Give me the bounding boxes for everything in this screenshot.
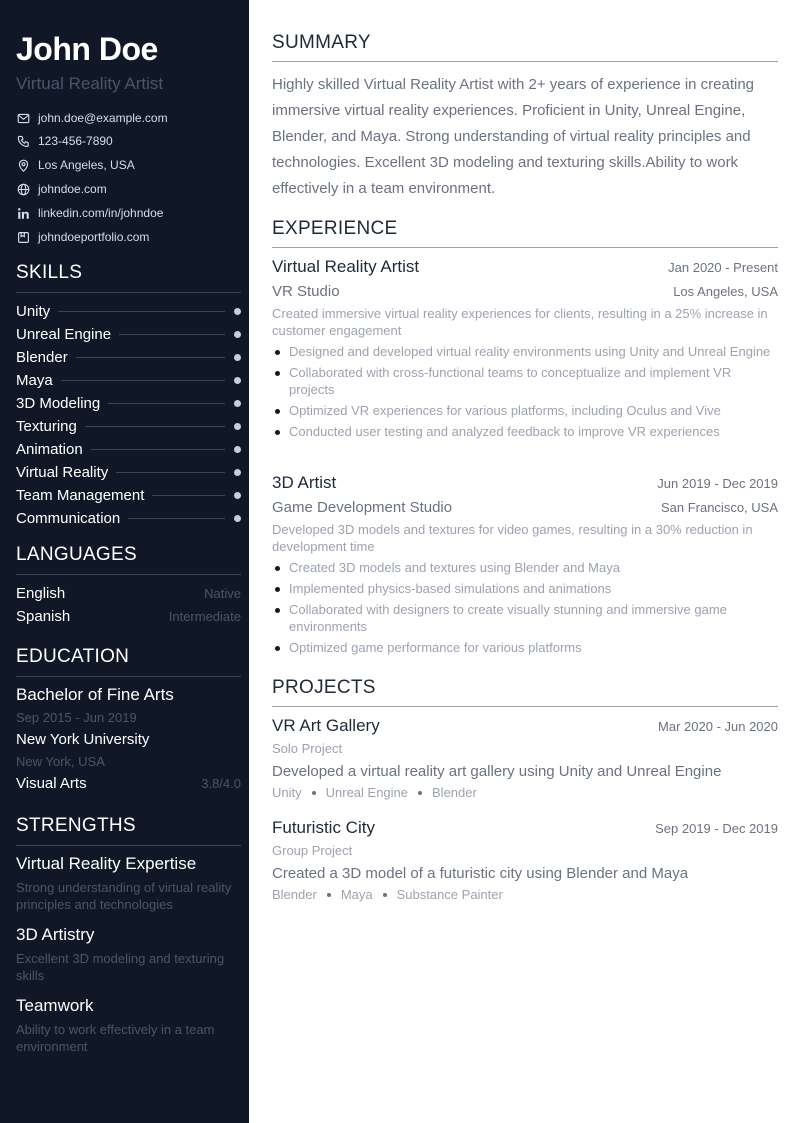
language-name: English	[16, 584, 66, 602]
skill-label: 3D Modeling	[16, 394, 101, 412]
language-level: Native	[204, 585, 241, 601]
skill-dot	[234, 308, 241, 315]
skill-label: Maya	[16, 371, 53, 389]
strength-title: Teamwork	[16, 996, 94, 1015]
candidate-name: John Doe	[16, 31, 158, 67]
project-tag: Unreal Engine	[325, 785, 409, 800]
project-tag: Blender	[432, 785, 477, 800]
project-tag: Blender	[272, 887, 317, 902]
strength-desc: Ability to work effectively in a team environment	[16, 1022, 215, 1054]
contact-portfolio-text: johndoeportfolio.com	[38, 230, 150, 244]
strength-desc: Strong understanding of virtual reality principles and technologies	[16, 880, 232, 912]
skill-item	[16, 324, 241, 344]
contact-linkedin[interactable]	[16, 204, 241, 222]
phone-icon	[16, 134, 30, 148]
skill-item	[16, 416, 241, 436]
job-bullet: Implemented physics-based simulations and animations	[272, 580, 778, 597]
project-tag: Unity	[272, 785, 302, 800]
project-description: Created a 3D model of a futuristic city using Blender and Maya	[272, 865, 689, 882]
job-description: Created immersive virtual reality experiences for clients, resulting in a 25% increase in customer engagement	[272, 306, 768, 338]
sidebar	[0, 0, 249, 1123]
contact-location-text: Los Angeles, USA	[38, 158, 135, 172]
skill-label: Animation	[16, 440, 83, 458]
education-dates: Sep 2015 - Jun 2019	[16, 710, 137, 725]
education-dates-row	[16, 710, 241, 725]
education-degree: Bachelor of Fine Arts	[16, 685, 174, 704]
language-name: Spanish	[16, 607, 71, 625]
project-name: Futuristic City	[272, 818, 375, 837]
language-item	[16, 606, 241, 626]
project-description: Developed a virtual reality art gallery using Unity and Unreal Engine	[272, 763, 722, 780]
skill-dot	[234, 331, 241, 338]
skills-heading: SKILLS	[16, 262, 241, 293]
job-title: 3D Artist	[272, 473, 337, 492]
skill-item	[16, 393, 241, 413]
project-tag: Maya	[340, 887, 373, 902]
strengths-heading: STRENGTHS	[16, 815, 241, 846]
summary-text: Highly skilled Virtual Reality Artist with 2+ years of experience in creating immersive virtual reality experiences. Proficient in Unity, Unreal Engine, Blender, and Maya. Strong understanding of virtual reality principles and technologies. Excellent 3D modeling and texturing skills.Ability to work effectively in a team environment.	[272, 76, 755, 197]
skill-label: Blender	[16, 348, 68, 366]
skill-item	[16, 462, 241, 482]
education-location-row	[16, 754, 241, 769]
experience-heading: EXPERIENCE	[272, 218, 778, 248]
language-item	[16, 583, 241, 603]
job-bullet: Collaborated with cross-functional teams to conceptualize and implement VR projects	[272, 364, 778, 398]
education-school-row	[16, 731, 241, 748]
education-location: New York, USA	[16, 754, 105, 769]
contact-location	[16, 156, 241, 174]
strength-desc: Excellent 3D modeling and texturing skills	[16, 951, 225, 983]
summary-heading: SUMMARY	[272, 32, 778, 62]
skill-item	[16, 301, 241, 321]
job-dates: Jan 2020 - Present	[668, 260, 778, 275]
language-level: Intermediate	[168, 608, 241, 624]
contact-linkedin-text: linkedin.com/in/johndoe	[38, 206, 164, 220]
education-degree-row	[16, 685, 241, 705]
contact-website-text: johndoe.com	[38, 182, 107, 196]
skill-item	[16, 439, 241, 459]
location-icon	[16, 158, 30, 172]
skill-label: Texturing	[16, 417, 77, 435]
skill-label: Unity	[16, 302, 51, 320]
skill-dot	[234, 446, 241, 453]
skill-dot	[234, 423, 241, 430]
skill-label: Virtual Reality	[16, 463, 109, 481]
strength-title: Virtual Reality Expertise	[16, 854, 197, 873]
skill-item	[16, 508, 241, 528]
job-location: Los Angeles, USA	[673, 284, 778, 299]
education-field: Visual Arts	[16, 775, 87, 792]
job-header	[272, 257, 778, 277]
job-bullet: Optimized VR experiences for various platforms, including Oculus and Vive	[272, 402, 778, 419]
education-school: New York University	[16, 731, 150, 748]
contact-phone-text: 123-456-7890	[38, 134, 113, 148]
skill-item	[16, 485, 241, 505]
job-bullet: Created 3D models and textures using Blender and Maya	[272, 559, 778, 576]
job-company: VR Studio	[272, 283, 340, 300]
job-description: Developed 3D models and textures for video games, resulting in a 30% reduction in development time	[272, 522, 753, 554]
skill-item	[16, 370, 241, 390]
job-company-row	[272, 283, 778, 300]
project-tag: Substance Painter	[396, 887, 503, 902]
skill-label: Communication	[16, 509, 121, 527]
job-bullet: Collaborated with designers to create visually stunning and immersive game environments	[272, 601, 778, 635]
job-title: Virtual Reality Artist	[272, 257, 420, 276]
skill-dot	[234, 515, 241, 522]
project-tags	[272, 887, 503, 902]
project-header	[272, 818, 778, 838]
project-type: Solo Project	[272, 741, 343, 756]
contact-email-text: john.doe@example.com	[38, 111, 168, 125]
job-bullet: Designed and developed virtual reality environments using Unity and Unreal Engine	[272, 343, 778, 360]
linkedin-icon	[16, 206, 30, 220]
project-dates: Sep 2019 - Dec 2019	[655, 821, 778, 836]
candidate-title: Virtual Reality Artist	[16, 74, 164, 93]
project-header	[272, 716, 778, 736]
job-bullets	[272, 343, 778, 444]
portfolio-icon	[16, 230, 30, 244]
education-field-row	[16, 775, 241, 792]
projects-heading: PROJECTS	[272, 677, 778, 707]
skill-dot	[234, 469, 241, 476]
job-bullet: Optimized game performance for various platforms	[272, 639, 778, 656]
skill-label: Team Management	[16, 486, 145, 504]
skill-dot	[234, 400, 241, 407]
contact-phone[interactable]	[16, 132, 241, 150]
project-tags	[272, 785, 477, 800]
main-content	[249, 0, 794, 1123]
skill-dot	[234, 354, 241, 361]
skill-dot	[234, 492, 241, 499]
languages-heading: LANGUAGES	[16, 544, 241, 575]
job-company-row	[272, 499, 778, 516]
job-location: San Francisco, USA	[660, 500, 778, 515]
job-bullet: Conducted user testing and analyzed feedback to improve VR experiences	[272, 423, 778, 440]
strength-title: 3D Artistry	[16, 925, 95, 944]
project-dates: Mar 2020 - Jun 2020	[658, 719, 778, 734]
job-company: Game Development Studio	[272, 499, 453, 516]
job-dates: Jun 2019 - Dec 2019	[657, 476, 778, 491]
project-type: Group Project	[272, 843, 353, 858]
project-name: VR Art Gallery	[272, 716, 380, 735]
mail-icon	[16, 111, 30, 125]
contact-portfolio[interactable]	[16, 228, 241, 246]
skill-item	[16, 347, 241, 367]
education-heading: EDUCATION	[16, 646, 241, 677]
job-header	[272, 473, 778, 493]
globe-icon	[16, 182, 30, 196]
contact-email[interactable]	[16, 109, 241, 127]
job-bullets	[272, 559, 778, 660]
skill-label: Unreal Engine	[16, 325, 112, 343]
contact-website[interactable]	[16, 180, 241, 198]
skill-dot	[234, 377, 241, 384]
education-gpa: 3.8/4.0	[201, 776, 241, 791]
